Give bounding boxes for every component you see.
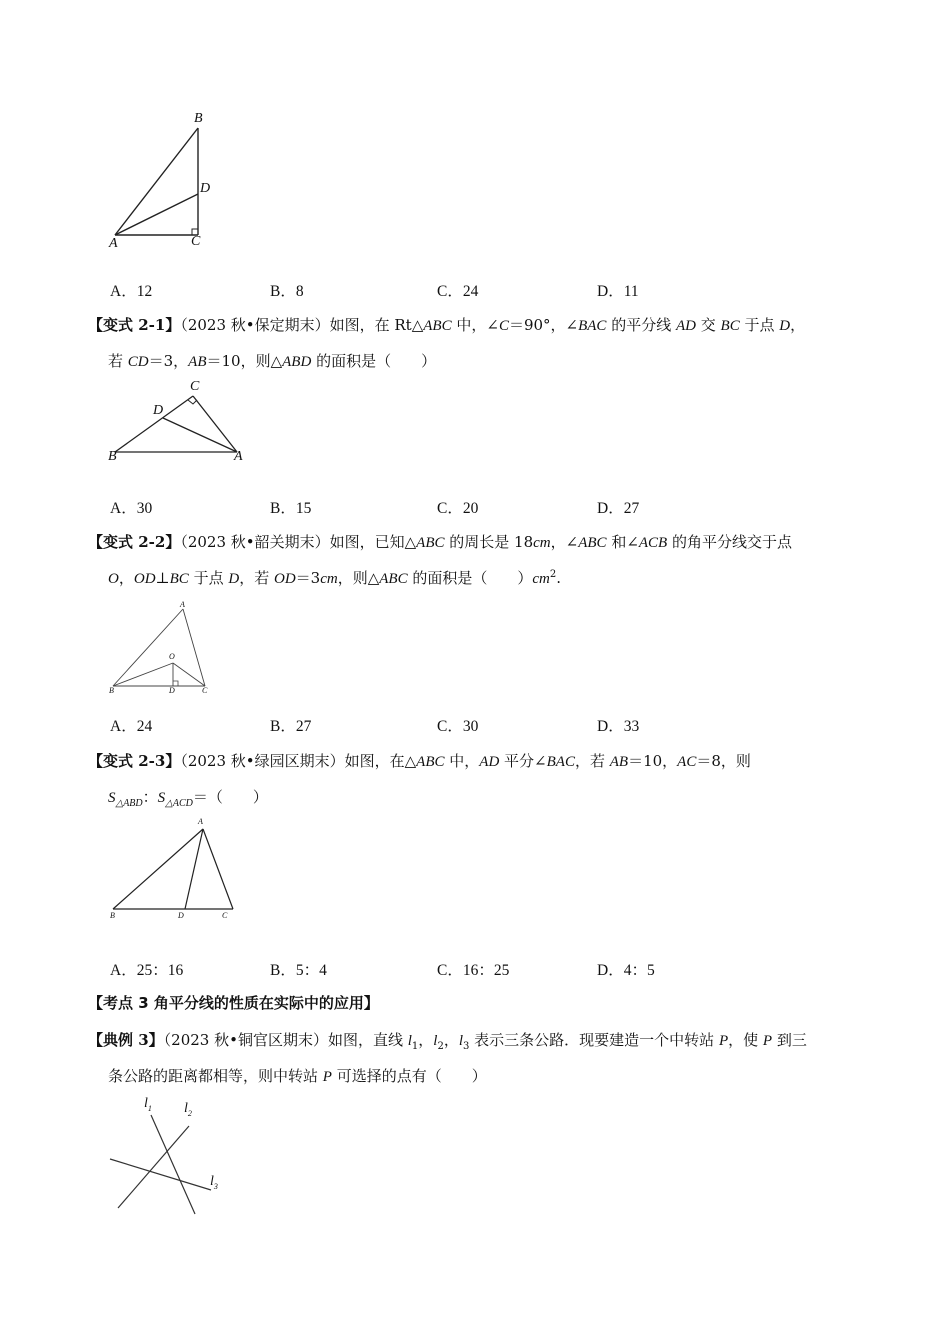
fig1-label-a: A bbox=[109, 236, 118, 251]
q23-stem-line2: $S_{\triangle ABD}$：$S_{\triangle ACD}=$（ ） bbox=[108, 788, 268, 809]
q22-option-c[interactable]: C．30 bbox=[437, 718, 479, 735]
q23-option-d[interactable]: D．4：5 bbox=[597, 962, 655, 979]
figure-q3-three-roads bbox=[105, 1110, 225, 1220]
q22-stem-line2: O，OD⊥BC 于点 D，若 OD＝3cm，则△ABC 的面积是（ ）$cm^2$. bbox=[108, 569, 562, 587]
q23-tag: 【变式 2-3】 bbox=[88, 752, 181, 770]
q23-fig-label-a: A bbox=[198, 817, 203, 826]
q23-fig-label-b: B bbox=[110, 911, 115, 920]
q1-option-b[interactable]: B．8 bbox=[270, 283, 304, 300]
q22-option-a[interactable]: A．24 bbox=[110, 718, 153, 735]
q22-fig-label-a: A bbox=[180, 600, 185, 609]
q23-fig-label-c: C bbox=[222, 911, 228, 920]
q3-stem-line1: 【典例 3】（2023 秋•铜官区期末）如图，直线 $l_1$，$l_2$，$l_3$ 表示三条公路．现要建造一个中转站 P，使 P 到三 bbox=[88, 1031, 807, 1052]
fig1-label-c: C bbox=[191, 234, 201, 249]
q3-fig-label-l3: $l_3$ bbox=[210, 1174, 218, 1191]
q21-option-a[interactable]: A．30 bbox=[110, 500, 153, 517]
q22-stem-line1: 【变式 2-2】（2023 秋•韶关期末）如图，已知△ABC 的周长是 18cm，∠ABC 和∠ACB 的角平分线交于点 bbox=[88, 533, 793, 551]
q23-option-a[interactable]: A．25：16 bbox=[110, 962, 184, 979]
figure-q23-triangle bbox=[105, 815, 245, 915]
q22-fig-label-c: C bbox=[202, 686, 208, 695]
q21-option-b[interactable]: B．15 bbox=[270, 500, 312, 517]
q21-option-d[interactable]: D．27 bbox=[597, 500, 640, 517]
figure-q21-triangle bbox=[105, 380, 255, 470]
q3-stem-line2: 条公路的距离都相等，则中转站 P 可选择的点有（ ） bbox=[108, 1067, 487, 1085]
q21-stem-line2: 若 CD＝3，AB＝10，则△ABD 的面积是（ ） bbox=[108, 352, 437, 370]
q1-option-c[interactable]: C．24 bbox=[437, 283, 479, 300]
q3-fig-label-l2: $l_2$ bbox=[184, 1101, 192, 1118]
q21-fig-label-d: D bbox=[153, 403, 164, 418]
q21-fig-label-a: A bbox=[234, 449, 243, 464]
q21-fig-label-c: C bbox=[190, 379, 200, 394]
figure-q22-triangle bbox=[105, 600, 225, 695]
q1-option-d[interactable]: D．11 bbox=[597, 283, 639, 300]
q23-fig-label-d: D bbox=[178, 911, 184, 920]
q23-stem-line1: 【变式 2-3】（2023 秋•绿园区期末）如图，在△ABC 中，AD 平分∠BAC，若 AB＝10，AC＝8，则 bbox=[88, 752, 751, 770]
q3-tag: 【典例 3】 bbox=[88, 1031, 164, 1049]
q21-tag: 【变式 2-1】 bbox=[88, 316, 181, 334]
q21-fig-label-b: B bbox=[108, 449, 117, 464]
q21-option-c[interactable]: C．20 bbox=[437, 500, 479, 517]
q22-fig-label-b: B bbox=[109, 686, 114, 695]
q21-stem-line1: 【变式 2-1】（2023 秋•保定期末）如图，在 Rt△ABC 中，∠C＝90°，∠BAC 的平分线 AD 交 BC 于点 D， bbox=[88, 316, 806, 334]
q22-option-d[interactable]: D．33 bbox=[597, 718, 640, 735]
q22-tag: 【变式 2-2】 bbox=[88, 533, 181, 551]
figure-1-triangle bbox=[100, 108, 230, 258]
q22-fig-label-o: O bbox=[169, 652, 175, 661]
q22-option-b[interactable]: B．27 bbox=[270, 718, 312, 735]
section-heading: 【考点 3 角平分线的性质在实际中的应用】 bbox=[88, 994, 379, 1012]
q23-option-b[interactable]: B．5：4 bbox=[270, 962, 327, 979]
q22-fig-label-d: D bbox=[169, 686, 175, 695]
q1-option-a[interactable]: A．12 bbox=[110, 283, 153, 300]
q3-fig-label-l1: $l_1$ bbox=[144, 1096, 152, 1113]
fig1-label-d: D bbox=[200, 181, 211, 196]
q23-option-c[interactable]: C．16：25 bbox=[437, 962, 510, 979]
fig1-label-b: B bbox=[194, 111, 203, 126]
